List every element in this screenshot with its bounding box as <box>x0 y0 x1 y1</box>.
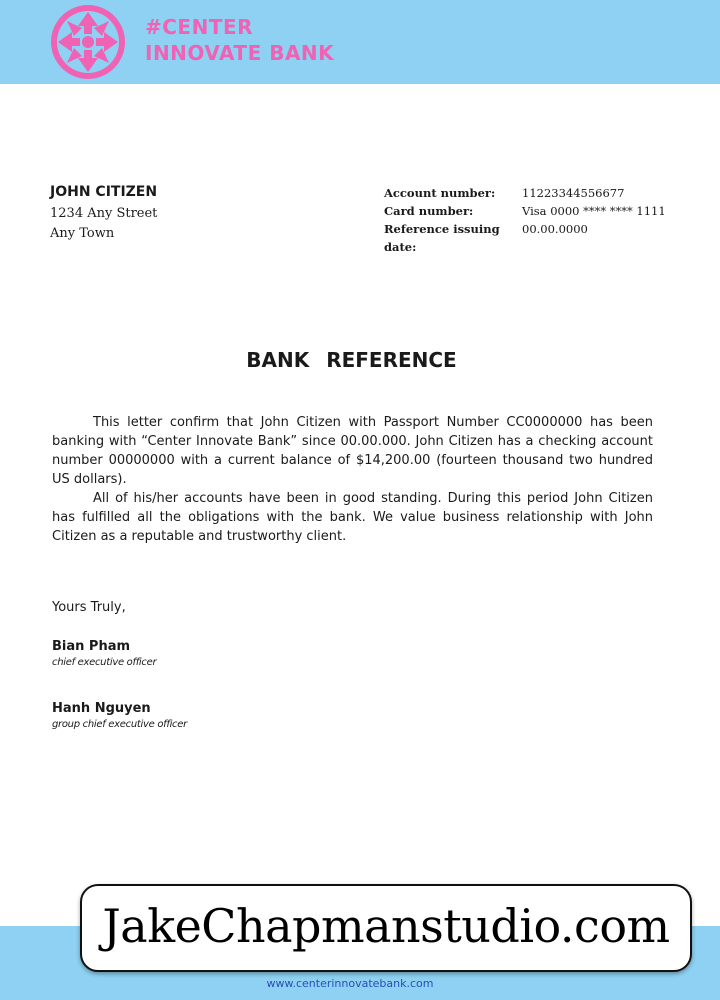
header-bar <box>0 0 720 84</box>
letter-body <box>52 413 653 546</box>
card-number-label: Card number: <box>384 204 474 218</box>
letter-paragraph-1: This letter confirm that John Citizen with Passport Number CC0000000 has been banking with “Center Innovate Bank” since 00.00.000. John Citizen has a checking account number 00000000 with a current balance of $14,200.00 (fourteen thousand two hundred US dollars). <box>52 415 653 487</box>
footer-url: www.centerinnovatebank.com <box>266 977 434 990</box>
address-line-2: Any Town <box>50 226 115 241</box>
bank-name-line1: #CENTER <box>145 15 254 39</box>
customer-name: JOHN CITIZEN <box>50 184 158 200</box>
reference-date-row <box>384 220 666 256</box>
customer-address <box>50 184 157 244</box>
account-details <box>384 184 666 256</box>
reference-date-label: Reference issuing date: <box>384 222 500 254</box>
reference-date-value: 00.00.0000 <box>522 222 588 236</box>
watermark-text: JakeChapmanstudio.com <box>102 899 670 953</box>
bank-name-line2: INNOVATE BANK <box>145 41 335 65</box>
signatory-2-title: group chief executive officer <box>52 719 187 730</box>
watermark-box <box>80 884 692 972</box>
signatory-2-name: Hanh Nguyen <box>52 701 151 716</box>
card-number-row <box>384 202 666 220</box>
flower-logo-icon <box>50 4 126 80</box>
closing-salutation: Yours Truly, <box>52 600 126 615</box>
address-line-1: 1234 Any Street <box>50 206 158 221</box>
card-number-value: Visa 0000 **** **** 1111 <box>522 204 666 218</box>
account-number-row <box>384 184 666 202</box>
signatory-1-name: Bian Pham <box>52 639 131 654</box>
letter-paragraph-2: All of his/her accounts have been in good standing. During this period John Citizen has fulfilled all the obligations with the bank. We value business relationship with John Citizen as a reputable and trustworthy client. <box>52 491 653 544</box>
account-number-value: 11223344556677 <box>522 186 625 200</box>
letter-title: BANK REFERENCE <box>246 348 457 372</box>
bank-name <box>145 14 334 66</box>
account-number-label: Account number: <box>384 186 496 200</box>
signatory-1-title: chief executive officer <box>52 657 157 668</box>
